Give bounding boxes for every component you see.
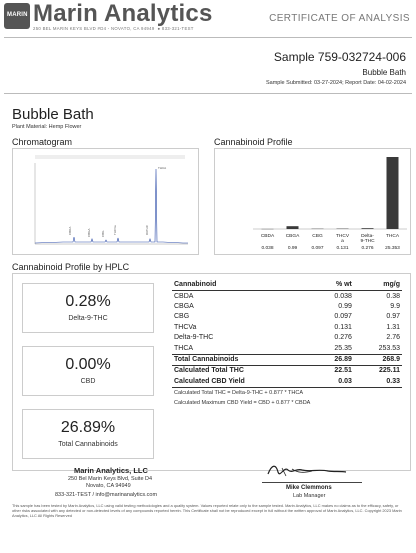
footer-address-1: 250 Bel Marin Keys Blvd, Suite D4: [68, 476, 153, 482]
svg-text:THCA: THCA: [158, 166, 167, 170]
value-label: 0.038: [261, 246, 274, 251]
signature-image: [262, 460, 362, 482]
table-header-row: Cannabinoid % wt mg/g: [172, 280, 402, 291]
value-label: 0.131: [336, 246, 349, 251]
card-delta9-thc: 0.28% Delta-9-THC: [22, 283, 154, 333]
profile-bar-chart: [215, 149, 410, 254]
bar-cbga: [287, 226, 299, 229]
value-label: 0.097: [311, 246, 324, 251]
table-row: Delta-9-THC 0.276 2.76: [174, 334, 400, 342]
chromatogram-panel: [12, 148, 199, 255]
table-row: CBDA 0.038 0.38: [174, 292, 400, 300]
table-row: CBG 0.097 0.97: [174, 313, 400, 321]
company-logo: MARIN: [4, 3, 30, 29]
category-label: THCA: [385, 234, 400, 239]
svg-text:CBG: CBG: [101, 230, 105, 237]
footer-contact: 833-321-TEST / info@marinanalytics.com: [55, 492, 158, 498]
table-calc-thc-row: Calculated Total THC 22.51 225.11: [172, 366, 402, 377]
sample-name: Bubble Bath: [362, 68, 406, 77]
formula-cbd: Calculated Maximum CBD Yield = CBD + 0.877 * CBDA: [174, 400, 311, 407]
header-divider: [4, 37, 412, 38]
svg-text:D9THC: D9THC: [145, 224, 149, 235]
category-label: Delta-: [361, 234, 374, 239]
document-title: CERTIFICATE OF ANALYSIS: [269, 13, 410, 24]
signature-line: [262, 482, 362, 483]
page-header: [0, 0, 416, 36]
profile-panel: [214, 148, 411, 255]
chromatogram-image: [13, 149, 198, 254]
table-calc-cbd-row: Calculated CBD Yield 0.03 0.33: [174, 377, 400, 385]
svg-text:CBGA: CBGA: [87, 228, 91, 237]
table-row: CBGA 0.99 9.9: [174, 302, 400, 310]
plant-material: Plant Material: Hemp Flower: [12, 124, 82, 130]
category-label: THCV: [335, 234, 350, 239]
formula-thc: Calculated Total THC = Delta-9-THC + 0.877 * THCA: [172, 387, 402, 398]
table-row: THCA 25.35 253.53: [174, 344, 400, 352]
brand-name: Marin Analytics: [33, 0, 213, 27]
sample-dates: Sample Submitted: 03-27-2024; Report Date: 04-02-2024: [265, 80, 406, 86]
category-label: CBG: [312, 234, 323, 239]
hplc-title: Cannabinoid Profile by HPLC: [12, 262, 130, 272]
chromatogram-title: Chromatogram: [12, 137, 73, 147]
category-label: CBGA: [285, 234, 300, 239]
value-label: 0.276: [361, 246, 374, 251]
signer-title: Lab Manager: [293, 493, 326, 499]
card-total-cannabinoids: 26.89% Total Cannabinoids: [22, 409, 154, 459]
category-label: a: [341, 239, 344, 244]
product-title: Bubble Bath: [12, 106, 94, 123]
value-label: 0.99: [287, 246, 298, 251]
profile-title: Cannabinoid Profile: [214, 137, 293, 147]
bar-thca: [387, 157, 399, 229]
sample-id: Sample 759-032724-006: [273, 50, 406, 64]
phone-icon: ●: [157, 26, 161, 31]
category-label: CBDA: [260, 234, 275, 239]
header-address: 250 BEL MARIN KEYS BLVD #D4 - NOVATO, CA 94949 ● 833-321-TEST: [33, 26, 194, 31]
signer-name: Mike Clemmons: [286, 485, 332, 491]
svg-text:CBDA: CBDA: [68, 226, 72, 235]
footer-company: Marin Analytics, LLC: [74, 466, 148, 475]
table-row: THCVa 0.131 1.31: [174, 323, 400, 331]
value-label: 25.353: [385, 246, 400, 251]
potency-table: [172, 280, 402, 409]
disclaimer-text: This sample has been tested by Marin Analytics, LLC using valid testing methodologies and a quality system. Values reported relate only to the sample tested. Marin Analytics, LLC makes no claims as to the efficacy, safety, or other risks associated with any detected or non-detected levels of any compounds reported herein. This Certificate shall not be reproduced except in full without the written approval of Marin Analytics, LLC. Copyright 2023 Marin Analytics, LLC All Rights Reserved: [12, 503, 402, 518]
table-total-row: Total Cannabinoids 26.89 268.9: [172, 354, 402, 365]
category-label: 9-THC: [360, 239, 375, 244]
card-cbd: 0.00% CBD: [22, 346, 154, 396]
svg-text:THCVa: THCVa: [113, 225, 117, 235]
bar-delta-9-thc: [362, 228, 374, 229]
section-divider: [4, 93, 412, 94]
footer-address-2: Novato, CA 94949: [86, 483, 131, 489]
